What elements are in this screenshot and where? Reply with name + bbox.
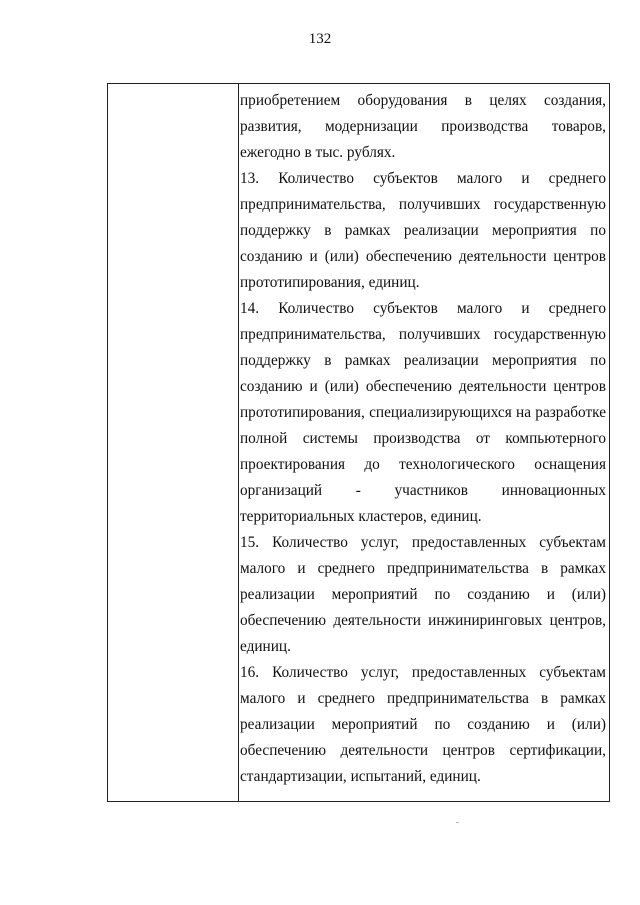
paragraph-item-14: 14. Количество субъектов малого и среднего предпринимательства, получивших государственную поддержку в рамках реализации мероприятия по созданию и (или) обеспечению деятельности центров прототипирования, специализирующихся на разработке полной системы производства от компьютерного проектирования до технологического оснащения организаций - участников инновационных территориальных кластеров, единиц. — [240, 300, 606, 525]
paragraph-item-13: 13. Количество субъектов малого и среднего предпринимательства, получивших государственную поддержку в рамках реализации мероприятия по созданию и (или) обеспечению деятельности центров прототипирования, единиц. — [240, 170, 606, 291]
table-left-cell — [108, 84, 238, 801]
page-number: 132 — [308, 31, 332, 47]
table-right-cell — [240, 88, 606, 790]
scan-artifact — [456, 822, 459, 823]
indicator-table — [107, 83, 610, 802]
paragraph-item-16: 16. Количество услуг, предоставленных субъектам малого и среднего предпринимательства в рамках реализации мероприятий по созданию и (или) обеспечению деятельности центров сертификации, стандартизации, испытаний, единиц. — [240, 664, 606, 785]
paragraph-continuation: приобретением оборудования в целях создания, развития, модернизации производства товаров, ежегодно в тыс. рублях. — [240, 92, 606, 161]
paragraph-item-15: 15. Количество услуг, предоставленных субъектам малого и среднего предпринимательства в рамках реализации мероприятий по созданию и (или) обеспечению деятельности инжиниринговых центров, единиц. — [240, 534, 606, 655]
column-divider — [238, 84, 239, 801]
